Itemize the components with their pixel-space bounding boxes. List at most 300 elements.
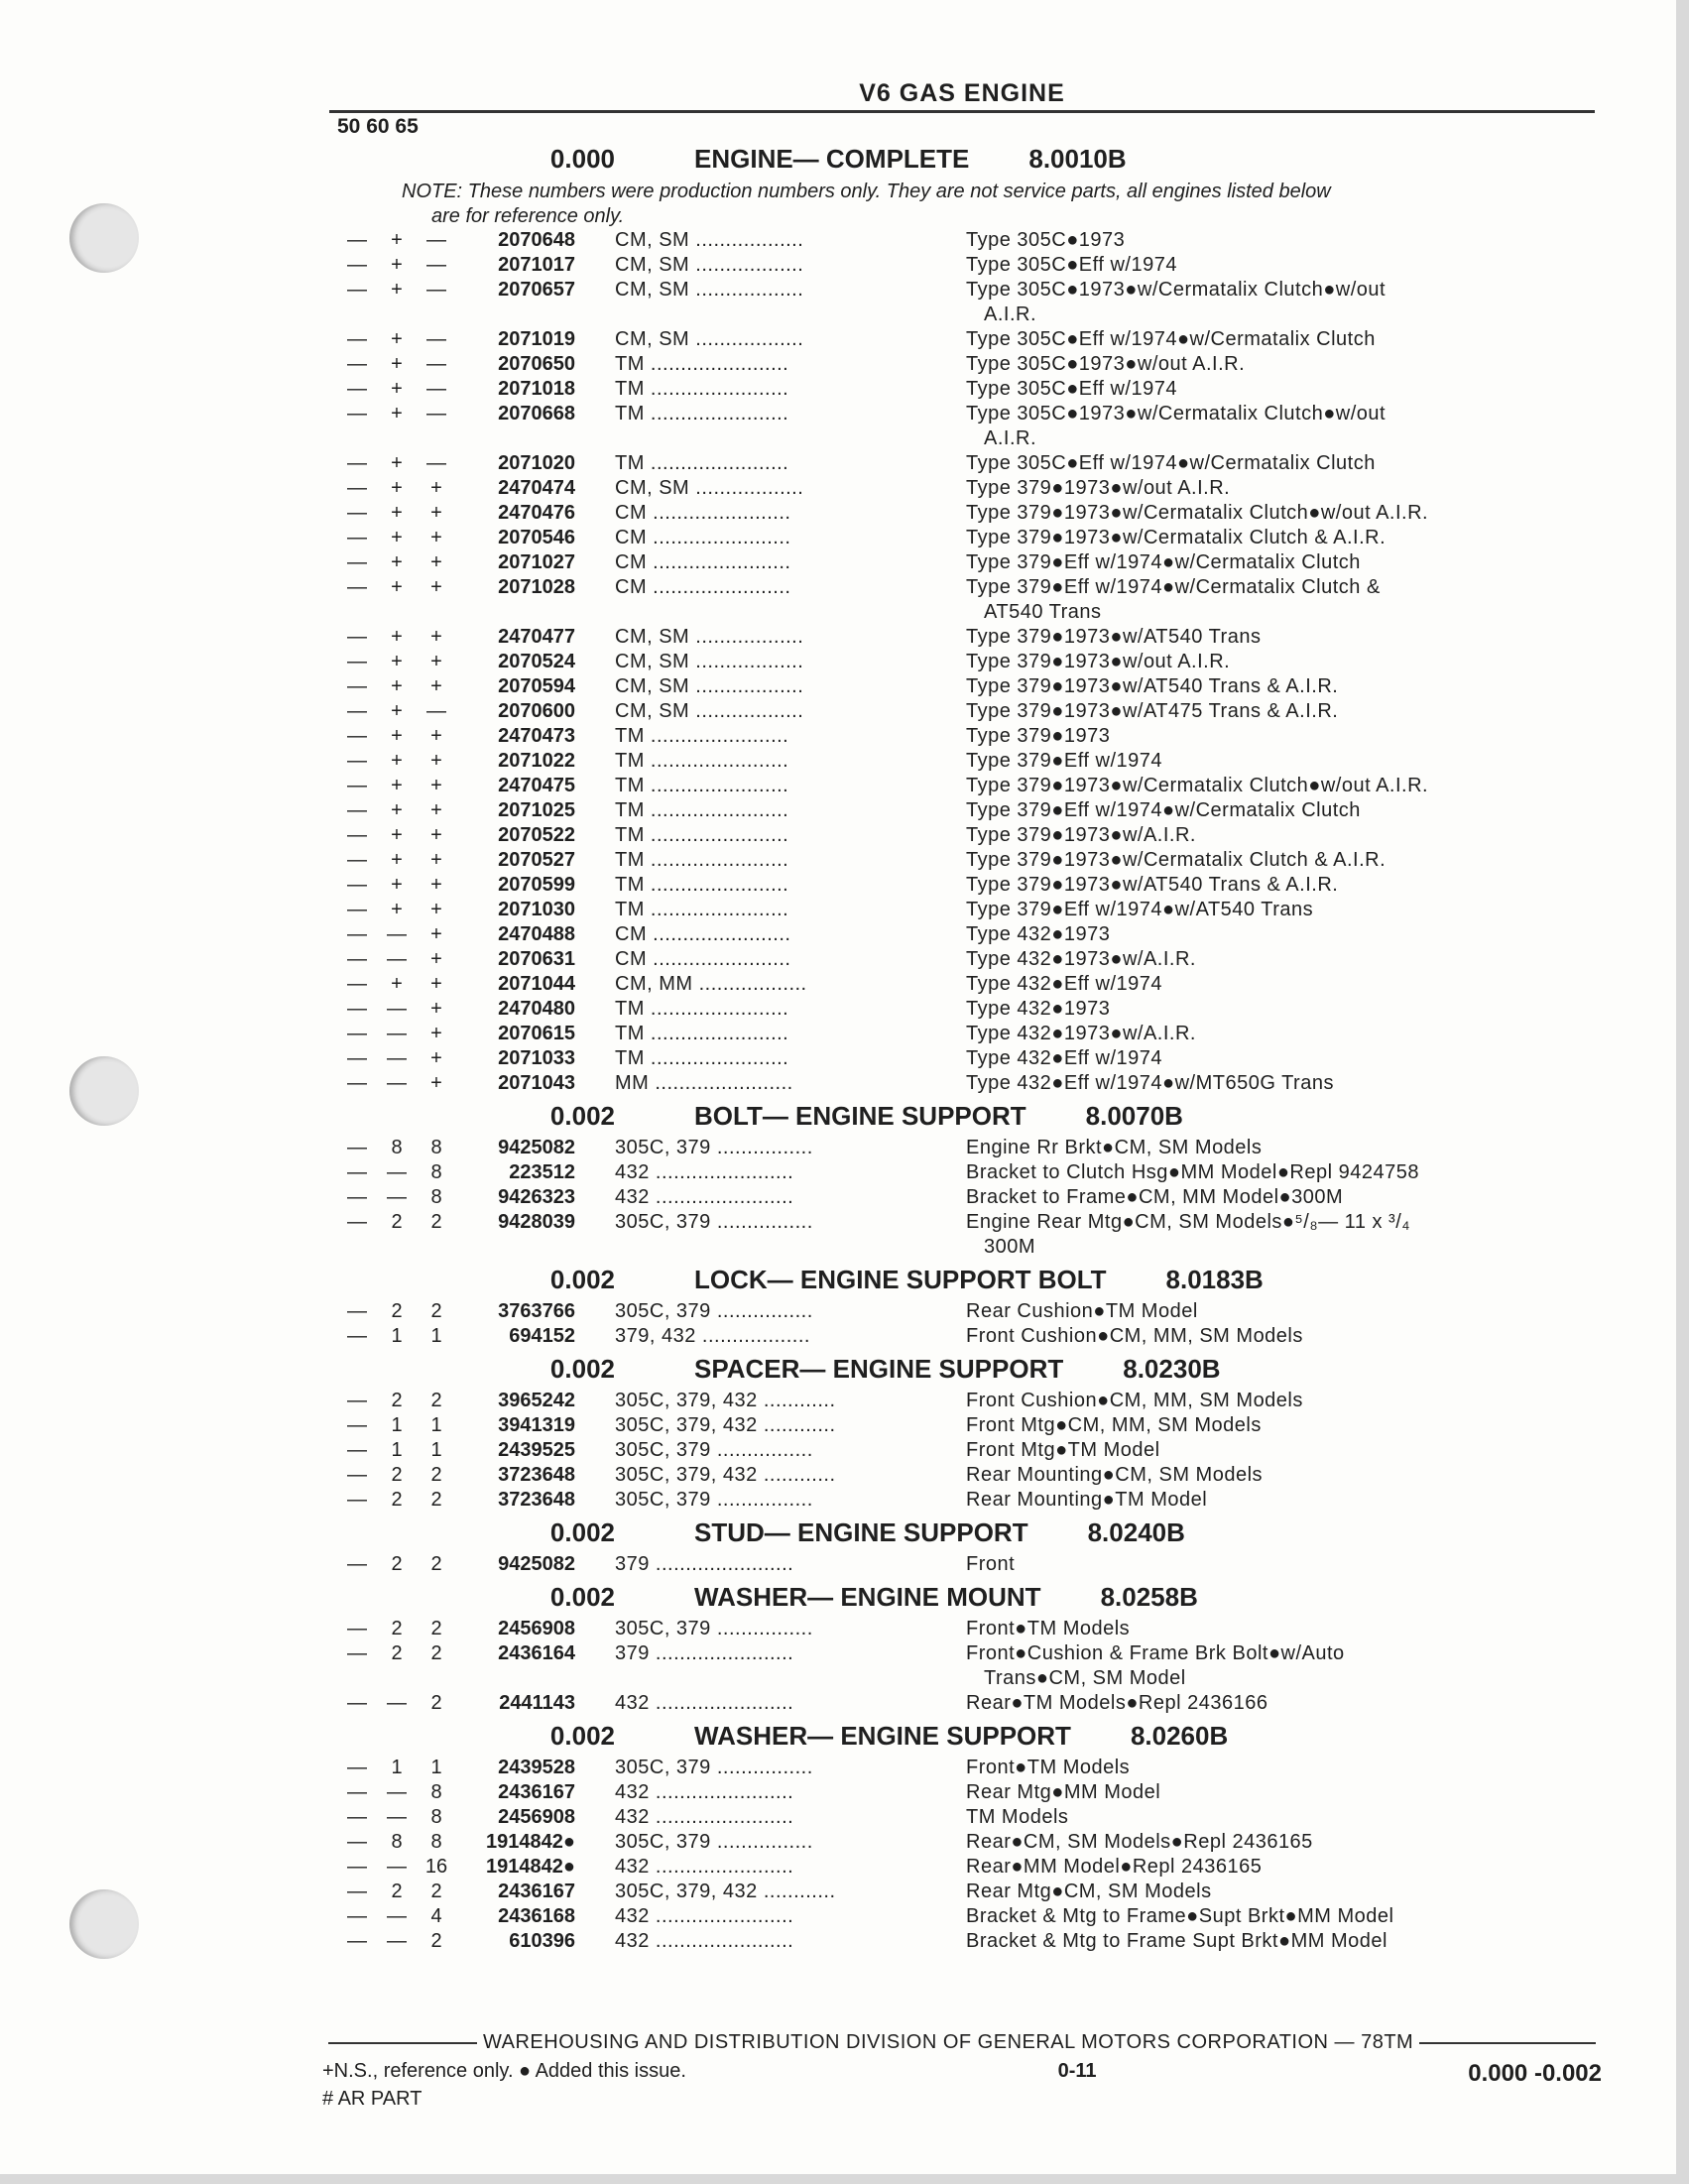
page-number: 0-11 xyxy=(1057,2060,1097,2082)
part-number: 2070527 xyxy=(498,849,575,871)
description xyxy=(966,1880,1531,1904)
qty-65: + xyxy=(430,750,442,772)
application: CM, SM .................. xyxy=(615,700,804,722)
qty-60: + xyxy=(391,849,403,871)
description xyxy=(966,625,1531,650)
qty-65: + xyxy=(430,1072,442,1094)
qty-60: 1 xyxy=(391,1414,403,1436)
part-number: 2070594 xyxy=(498,675,575,697)
part-number: 2470473 xyxy=(498,725,575,747)
part-number: 2070631 xyxy=(498,948,575,970)
qty-65: 2 xyxy=(430,1642,442,1664)
qty-65: + xyxy=(430,502,442,524)
description-text: Bracket & Mtg to Frame Supt Brkt●MM Model xyxy=(966,1930,1387,1952)
part-row xyxy=(337,650,1595,674)
application: 305C, 379, 432 ............ xyxy=(615,1464,836,1486)
description xyxy=(966,1805,1531,1830)
qty-50: — xyxy=(347,1390,367,1411)
part-row xyxy=(337,377,1595,402)
qty-60: — xyxy=(387,1930,407,1952)
qty-65: 1 xyxy=(430,1757,442,1778)
qty-50: — xyxy=(347,923,367,945)
part-number: 2070524 xyxy=(498,651,575,672)
qty-65: + xyxy=(430,477,442,499)
qty-50: — xyxy=(347,1489,367,1511)
description xyxy=(966,699,1531,724)
part-row xyxy=(337,1413,1595,1438)
part-row xyxy=(337,1617,1595,1641)
section-note: are for reference only. xyxy=(431,205,625,227)
qty-50: — xyxy=(347,899,367,920)
qty-60: + xyxy=(391,254,403,276)
section-ref: 8.0258B xyxy=(1100,1582,1198,1612)
application: TM ....................... xyxy=(615,452,789,474)
application: 432 ....................... xyxy=(615,1186,794,1208)
part-row xyxy=(337,1324,1595,1349)
part-row xyxy=(337,550,1595,575)
section-title xyxy=(337,1096,1595,1136)
qty-50: — xyxy=(347,403,367,425)
qty-50: — xyxy=(347,651,367,672)
part-number: 2070648 xyxy=(498,229,575,251)
application: 432 ....................... xyxy=(615,1905,794,1927)
application: 305C, 379 ................ xyxy=(615,1757,813,1778)
application: 432 ....................... xyxy=(615,1930,794,1952)
qty-65: 2 xyxy=(430,1390,442,1411)
description-text: Type 379●1973●w/AT540 Trans xyxy=(966,626,1262,648)
description-text: Rear●MM Model●Repl 2436165 xyxy=(966,1856,1263,1878)
qty-65: 4 xyxy=(430,1905,442,1927)
section-name: SPACER— ENGINE SUPPORT xyxy=(694,1354,1064,1384)
application: CM, SM .................. xyxy=(615,328,804,350)
description xyxy=(966,1438,1531,1463)
qty-65: + xyxy=(430,998,442,1020)
part-row xyxy=(337,1389,1595,1413)
qty-50: — xyxy=(347,1439,367,1461)
description xyxy=(966,1830,1531,1855)
description-text: Front Mtg●TM Model xyxy=(966,1439,1160,1461)
qty-50: — xyxy=(347,1553,367,1575)
description xyxy=(966,575,1531,625)
qty-65: 1 xyxy=(430,1325,442,1347)
description-text: Type 379●Eff w/1974●w/AT540 Trans xyxy=(966,899,1314,920)
description xyxy=(966,1210,1531,1260)
part-number: 2436167 xyxy=(498,1881,575,1902)
qty-60: + xyxy=(391,403,403,425)
qty-65: 2 xyxy=(430,1489,442,1511)
description xyxy=(966,1413,1531,1438)
description xyxy=(966,674,1531,699)
section-title xyxy=(337,1260,1595,1299)
qty-50: — xyxy=(347,378,367,400)
part-row xyxy=(337,1904,1595,1929)
page-range: 0.000 -0.002 xyxy=(1468,2060,1602,2087)
parts-section xyxy=(337,1716,1595,1954)
qty-65: 2 xyxy=(430,1211,442,1233)
part-row xyxy=(337,972,1595,997)
description-text: Engine Rr Brkt●CM, SM Models xyxy=(966,1137,1263,1158)
qty-65: — xyxy=(426,378,446,400)
description-text: TM Models xyxy=(966,1806,1069,1828)
section-title xyxy=(337,1716,1595,1756)
part-row xyxy=(337,1463,1595,1488)
part-number: 2070668 xyxy=(498,403,575,425)
parts-section xyxy=(337,1349,1595,1513)
description xyxy=(966,377,1531,402)
qty-50: — xyxy=(347,998,367,1020)
description-text: Bracket & Mtg to Frame●Supt Brkt●MM Model xyxy=(966,1905,1394,1927)
application: TM ....................... xyxy=(615,353,789,375)
part-row xyxy=(337,1160,1595,1185)
application: TM ....................... xyxy=(615,874,789,896)
part-number: 2436167 xyxy=(498,1781,575,1803)
qty-65: + xyxy=(430,626,442,648)
description xyxy=(966,972,1531,997)
description-text: Front●Cushion & Frame Brk Bolt●w/Auto xyxy=(966,1642,1345,1664)
description-text: Type 379●Eff w/1974●w/Cermatalix Clutch & xyxy=(966,576,1381,598)
qty-50: — xyxy=(347,799,367,821)
description-text: Type 379●1973●w/Cermatalix Clutch & A.I.R. xyxy=(966,849,1387,871)
section-title xyxy=(337,1513,1595,1552)
qty-50: — xyxy=(347,353,367,375)
qty-60: + xyxy=(391,328,403,350)
part-row xyxy=(337,1805,1595,1830)
part-row xyxy=(337,724,1595,749)
section-code: 0.002 xyxy=(549,1265,615,1294)
section-title xyxy=(337,139,1595,179)
section-name: ENGINE— COMPLETE xyxy=(694,144,970,174)
part-number: 2470480 xyxy=(498,998,575,1020)
qty-50: — xyxy=(347,1414,367,1436)
part-number: 2470475 xyxy=(498,775,575,796)
part-row xyxy=(337,1552,1595,1577)
binder-hole xyxy=(69,1889,139,1959)
application: CM, SM .................. xyxy=(615,254,804,276)
qty-65: + xyxy=(430,899,442,920)
qty-50: — xyxy=(347,576,367,598)
qty-60: 1 xyxy=(391,1757,403,1778)
qty-50: — xyxy=(347,1757,367,1778)
part-row xyxy=(337,1880,1595,1904)
part-row xyxy=(337,1136,1595,1160)
parts-section xyxy=(337,139,1595,1096)
part-row xyxy=(337,1929,1595,1954)
part-row xyxy=(337,1022,1595,1046)
qty-65: + xyxy=(430,527,442,548)
qty-65: + xyxy=(430,725,442,747)
qty-65: + xyxy=(430,973,442,995)
part-number: 9426323 xyxy=(498,1186,575,1208)
qty-60: + xyxy=(391,551,403,573)
description xyxy=(966,1552,1531,1577)
qty-65: + xyxy=(430,775,442,796)
part-number: 2071020 xyxy=(498,452,575,474)
qty-65: 2 xyxy=(430,1553,442,1575)
application: CM ....................... xyxy=(615,551,791,573)
qty-65: + xyxy=(430,1047,442,1069)
description xyxy=(966,873,1531,898)
description xyxy=(966,550,1531,575)
qty-60: + xyxy=(391,502,403,524)
description-text: Rear Mounting●TM Model xyxy=(966,1489,1208,1511)
application: TM ....................... xyxy=(615,998,789,1020)
application: 379 ....................... xyxy=(615,1553,794,1575)
description xyxy=(966,1929,1531,1954)
qty-60: 2 xyxy=(391,1642,403,1664)
section-code: 0.002 xyxy=(549,1582,615,1612)
part-row xyxy=(337,674,1595,699)
qty-65: + xyxy=(430,799,442,821)
description-text: Type 305C●1973●w/Cermatalix Clutch●w/out xyxy=(966,279,1387,301)
description-text: Type 432●1973●w/A.I.R. xyxy=(966,948,1196,970)
qty-50: — xyxy=(347,849,367,871)
part-row xyxy=(337,575,1595,625)
qty-60: 8 xyxy=(391,1137,403,1158)
qty-60: + xyxy=(391,750,403,772)
part-number: 2070615 xyxy=(498,1023,575,1044)
qty-65: 2 xyxy=(430,1930,442,1952)
qty-50: — xyxy=(347,626,367,648)
part-row xyxy=(337,1641,1595,1691)
part-number: 2070650 xyxy=(498,353,575,375)
qty-50: — xyxy=(347,1161,367,1183)
qty-60: + xyxy=(391,279,403,301)
qty-65: 8 xyxy=(430,1831,442,1853)
qty-65: 8 xyxy=(430,1186,442,1208)
description xyxy=(966,451,1531,476)
part-number: 9425082 xyxy=(498,1137,575,1158)
application: 305C, 379 ................ xyxy=(615,1300,813,1322)
qty-60: — xyxy=(387,1047,407,1069)
qty-65: — xyxy=(426,254,446,276)
description xyxy=(966,848,1531,873)
description-text: Front Cushion●CM, MM, SM Models xyxy=(966,1325,1303,1347)
qty-60: 8 xyxy=(391,1831,403,1853)
section-ref: 8.0260B xyxy=(1130,1721,1229,1751)
part-row xyxy=(337,327,1595,352)
section-code: 0.002 xyxy=(549,1721,615,1751)
application: 432 ....................... xyxy=(615,1161,794,1183)
description-text: Type 305C●1973●w/out A.I.R. xyxy=(966,353,1246,375)
application: CM, SM .................. xyxy=(615,279,804,301)
part-number: 2070522 xyxy=(498,824,575,846)
qty-60: — xyxy=(387,1905,407,1927)
qty-65: + xyxy=(430,824,442,846)
qty-50: — xyxy=(347,1072,367,1094)
description xyxy=(966,1136,1531,1160)
part-number: 2456908 xyxy=(498,1618,575,1639)
description-text: Type 432●Eff w/1974 xyxy=(966,1047,1163,1069)
description-text: Engine Rear Mtg●CM, SM Models●⁵/₈— 11 x ³/₄ xyxy=(966,1211,1410,1233)
description-text: Front xyxy=(966,1553,1016,1575)
qty-50: — xyxy=(347,874,367,896)
qty-60: 1 xyxy=(391,1325,403,1347)
part-row xyxy=(337,476,1595,501)
qty-60: 2 xyxy=(391,1881,403,1902)
qty-60: + xyxy=(391,799,403,821)
qty-60: + xyxy=(391,626,403,648)
description xyxy=(966,1324,1531,1349)
application: TM ....................... xyxy=(615,1047,789,1069)
part-number: 223512 xyxy=(509,1161,575,1183)
qty-60: 1 xyxy=(391,1439,403,1461)
qty-60: + xyxy=(391,874,403,896)
qty-50: — xyxy=(347,1831,367,1853)
part-row xyxy=(337,1185,1595,1210)
qty-50: — xyxy=(347,775,367,796)
description xyxy=(966,724,1531,749)
description-text: Front●TM Models xyxy=(966,1757,1131,1778)
description-text: Type 379●1973●w/AT475 Trans & A.I.R. xyxy=(966,700,1339,722)
qty-60: — xyxy=(387,1692,407,1714)
description xyxy=(966,823,1531,848)
qty-65: + xyxy=(430,675,442,697)
section-title xyxy=(337,1577,1595,1617)
footer-division: WAREHOUSING AND DISTRIBUTION DIVISION OF GENERAL MOTORS CORPORATION — 78TM xyxy=(483,2031,1414,2053)
description-continuation: A.I.R. xyxy=(984,427,1037,449)
qty-65: 16 xyxy=(424,1856,448,1878)
description xyxy=(966,1071,1531,1096)
description xyxy=(966,228,1531,253)
application: CM, SM .................. xyxy=(615,477,804,499)
qty-50: — xyxy=(347,328,367,350)
application: 305C, 379 ................ xyxy=(615,1618,813,1639)
part-row xyxy=(337,402,1595,451)
section-name: STUD— ENGINE SUPPORT xyxy=(694,1517,1028,1547)
description-text: Bracket to Clutch Hsg●MM Model●Repl 9424758 xyxy=(966,1161,1419,1183)
application: 305C, 379 ................ xyxy=(615,1439,813,1461)
qty-65: — xyxy=(426,229,446,251)
part-row xyxy=(337,625,1595,650)
description xyxy=(966,997,1531,1022)
part-row xyxy=(337,774,1595,798)
part-row xyxy=(337,1299,1595,1324)
qty-50: — xyxy=(347,1186,367,1208)
part-row xyxy=(337,278,1595,327)
part-row xyxy=(337,1438,1595,1463)
description-text: Rear Mtg●CM, SM Models xyxy=(966,1881,1212,1902)
part-number: 9425082 xyxy=(498,1553,575,1575)
application: 305C, 379 ................ xyxy=(615,1137,813,1158)
description-text: Type 379●1973●w/Cermatalix Clutch●w/out A.I.R. xyxy=(966,775,1429,796)
description-text: Front Cushion●CM, MM, SM Models xyxy=(966,1390,1303,1411)
page-title: V6 GAS ENGINE xyxy=(329,79,1595,113)
qty-50: — xyxy=(347,725,367,747)
part-number: 2436164 xyxy=(498,1642,575,1664)
qty-65: 1 xyxy=(430,1439,442,1461)
qty-60: + xyxy=(391,477,403,499)
qty-50: — xyxy=(347,452,367,474)
qty-50: — xyxy=(347,477,367,499)
qty-65: + xyxy=(430,874,442,896)
qty-65: — xyxy=(426,328,446,350)
qty-50: — xyxy=(347,700,367,722)
part-number: 610396 xyxy=(509,1930,575,1952)
application: TM ....................... xyxy=(615,799,789,821)
description xyxy=(966,1855,1531,1880)
qty-60: — xyxy=(387,1023,407,1044)
part-number: 2470474 xyxy=(498,477,575,499)
qty-50: — xyxy=(347,1211,367,1233)
description-text: Type 379●Eff w/1974●w/Cermatalix Clutch xyxy=(966,551,1361,573)
description xyxy=(966,278,1531,327)
application: CM, SM .................. xyxy=(615,651,804,672)
qty-60: + xyxy=(391,973,403,995)
qty-65: — xyxy=(426,403,446,425)
qty-60: + xyxy=(391,378,403,400)
description xyxy=(966,1641,1531,1691)
application: CM ....................... xyxy=(615,948,791,970)
qty-65: 1 xyxy=(430,1414,442,1436)
description xyxy=(966,1617,1531,1641)
part-number: 2071022 xyxy=(498,750,575,772)
part-number: 2070599 xyxy=(498,874,575,896)
part-number: 2070546 xyxy=(498,527,575,548)
description xyxy=(966,402,1531,451)
description-text: Type 305C●1973●w/Cermatalix Clutch●w/out xyxy=(966,403,1387,425)
description-text: Type 379●1973●w/AT540 Trans & A.I.R. xyxy=(966,675,1339,697)
part-row xyxy=(337,898,1595,922)
qty-60: + xyxy=(391,576,403,598)
application: 432 ....................... xyxy=(615,1806,794,1828)
qty-50: — xyxy=(347,1781,367,1803)
description-text: Type 379●1973 xyxy=(966,725,1111,747)
part-row xyxy=(337,699,1595,724)
qty-50: — xyxy=(347,973,367,995)
part-row xyxy=(337,823,1595,848)
qty-60: — xyxy=(387,1161,407,1183)
part-number: 2456908 xyxy=(498,1806,575,1828)
part-number: 2070657 xyxy=(498,279,575,301)
description xyxy=(966,947,1531,972)
section-ref: 8.0070B xyxy=(1085,1101,1183,1131)
parts-section xyxy=(337,1096,1595,1260)
part-row xyxy=(337,253,1595,278)
qty-50: — xyxy=(347,527,367,548)
qty-60: — xyxy=(387,948,407,970)
description xyxy=(966,1904,1531,1929)
part-row xyxy=(337,1488,1595,1513)
description xyxy=(966,1022,1531,1046)
part-row xyxy=(337,922,1595,947)
qty-65: 8 xyxy=(430,1781,442,1803)
description xyxy=(966,650,1531,674)
application: MM ....................... xyxy=(615,1072,793,1094)
parts-sections xyxy=(337,139,1595,1954)
description-text: Type 432●1973 xyxy=(966,923,1111,945)
part-number: 2470476 xyxy=(498,502,575,524)
qty-65: 2 xyxy=(430,1464,442,1486)
qty-50: — xyxy=(347,1300,367,1322)
parts-section xyxy=(337,1513,1595,1577)
part-number: 2071043 xyxy=(498,1072,575,1094)
qty-50: — xyxy=(347,1137,367,1158)
description xyxy=(966,774,1531,798)
qty-60: + xyxy=(391,775,403,796)
description-text: Type 379●1973●w/Cermatalix Clutch●w/out A.I.R. xyxy=(966,502,1429,524)
description-text: Type 432●Eff w/1974●w/MT650G Trans xyxy=(966,1072,1334,1094)
page-footer xyxy=(322,2031,1602,2111)
qty-50: — xyxy=(347,254,367,276)
application: CM ....................... xyxy=(615,576,791,598)
application: 305C, 379, 432 ............ xyxy=(615,1390,836,1411)
qty-60: + xyxy=(391,452,403,474)
application: 432 ....................... xyxy=(615,1856,794,1878)
columns-header: 50 60 65 xyxy=(337,115,419,138)
section-ref: 8.0183B xyxy=(1165,1265,1264,1294)
section-code: 0.002 xyxy=(549,1354,615,1384)
description-text: Rear●TM Models●Repl 2436166 xyxy=(966,1692,1268,1714)
